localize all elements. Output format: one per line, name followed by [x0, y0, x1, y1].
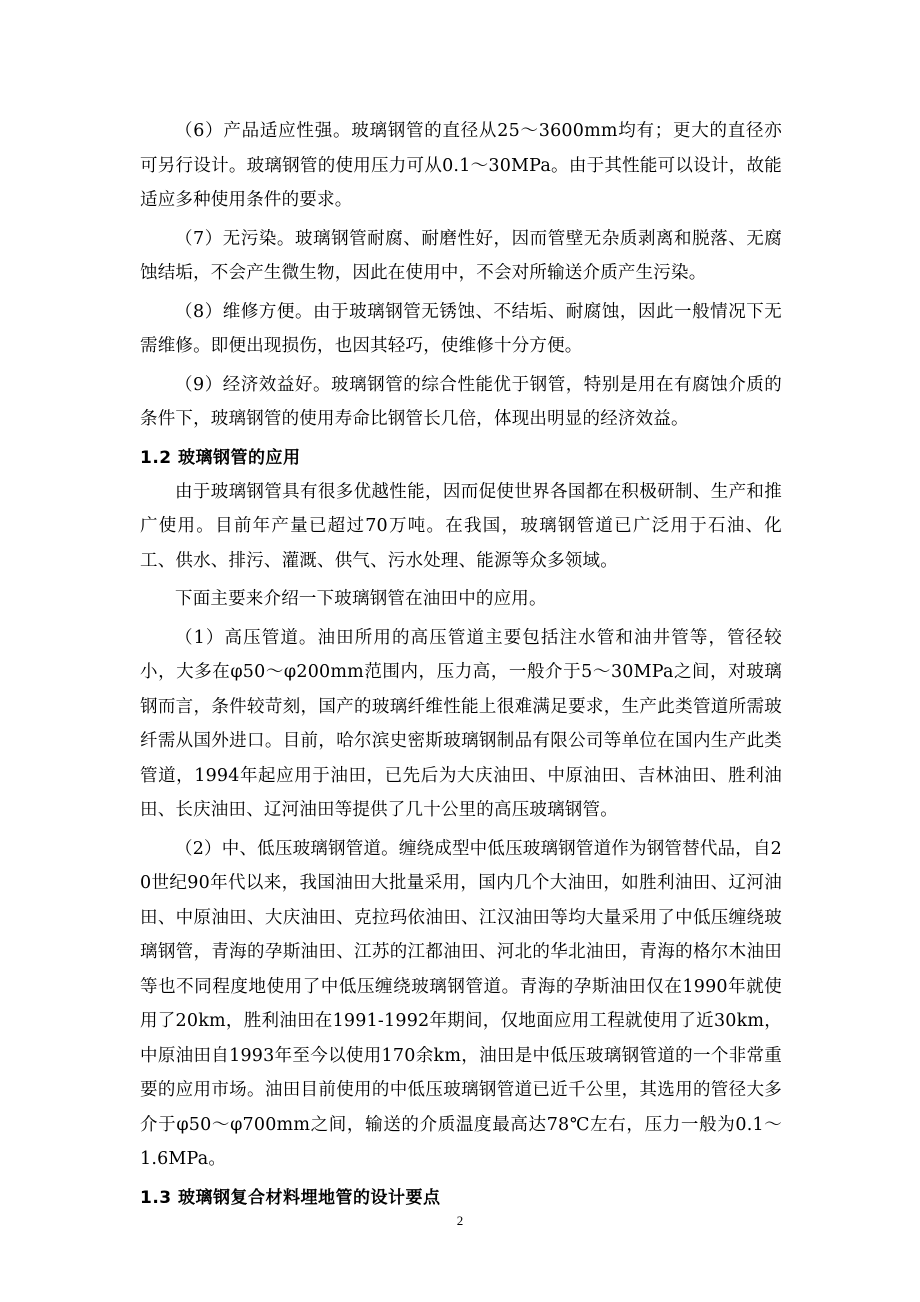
page-body: [140, 114, 782, 1215]
paragraph-product-adaptability: （6）产品适应性强。玻璃钢管的直径从25～3600mm均有；更大的直径亦可另行设计。玻璃钢管的使用压力可从0.1～30MPa。由于其性能可以设计，故能适应多种使用条件的要求。: [140, 121, 782, 210]
paragraph-economic-benefit: （9）经济效益好。玻璃钢管的综合性能优于钢管，特别是用在有腐蚀介质的条件下，玻璃钢管的使用寿命比钢管长几倍，体现出明显的经济效益。: [140, 374, 782, 429]
section-heading-1-2: 1.2 玻璃钢管的应用: [140, 447, 301, 468]
paragraph-oilfield-intro: 下面主要来介绍一下玻璃钢管在油田中的应用。: [175, 589, 547, 609]
section-heading-1-3: 1.3 玻璃钢复合材料埋地管的设计要点: [140, 1187, 441, 1208]
paragraph-easy-maintenance: （8）维修方便。由于玻璃钢管无锈蚀、不结垢、耐腐蚀，因此一般情况下无需维修。即便出现损伤，也因其轻巧，使维修十分方便。: [140, 301, 782, 356]
paragraph-medium-low-pressure-pipe: （2）中、低压玻璃钢管道。缠绕成型中低压玻璃钢管道作为钢管替代品，自20世纪90年代以来，我国油田大批量采用，国内几个大油田，如胜利油田、辽河油田、中原油田、大庆油田、克拉玛依油田、江汉油田等均大量采用了中低压缠绕玻璃钢管，青海的孕斯油田、江苏的江都油田、河北的华北油田，青海的格尔木油田等也不同程度地使用了中低压缠绕玻璃钢管道。青海的孕斯油田仅在1990年就使用了20km，胜利油田在1991-1992年期间，仅地面应用工程就使用了近30km，中原油田自1993年至今以使用170余km，油田是中低压玻璃钢管道的一个非常重要的应用市场。油田目前使用的中低压玻璃钢管道已近千公里，其选用的管径大多介于φ50～φ700mm之间，输送的介质温度最高达78℃左右，压力一般为0.1～1.6MPa。: [140, 838, 782, 1169]
paragraph-high-pressure-pipe: （1）高压管道。油田所用的高压管道主要包括注水管和油井管等，管径较小，大多在φ50～φ200mm范围内，压力高，一般介于5～30MPa之间，对玻璃钢而言，条件较苛刻，国产的玻璃纤维性能上很难满足要求，生产此类管道所需玻纤需从国外进口。目前，哈尔滨史密斯玻璃钢制品有限公司等单位在国内生产此类管道，1994年起应用于油田，已先后为大庆油田、中原油田、吉林油田、胜利油田、长庆油田、辽河油田等提供了几十公里的高压玻璃钢管。: [140, 627, 782, 820]
paragraph-application-intro: 由于玻璃钢管具有很多优越性能，因而促使世界各国都在积极研制、生产和推广使用。目前年产量已超过70万吨。在我国，玻璃钢管道已广泛用于石油、化工、供水、排污、灌溉、供气、污水处理、能源等众多领域。: [140, 481, 782, 571]
page-number: 2: [456, 1213, 464, 1228]
paragraph-no-pollution: （7）无污染。玻璃钢管耐腐、耐磨性好，因而管壁无杂质剥离和脱落、无腐蚀结垢，不会产生微生物，因此在使用中，不会对所输送介质产生污染。: [140, 228, 782, 283]
